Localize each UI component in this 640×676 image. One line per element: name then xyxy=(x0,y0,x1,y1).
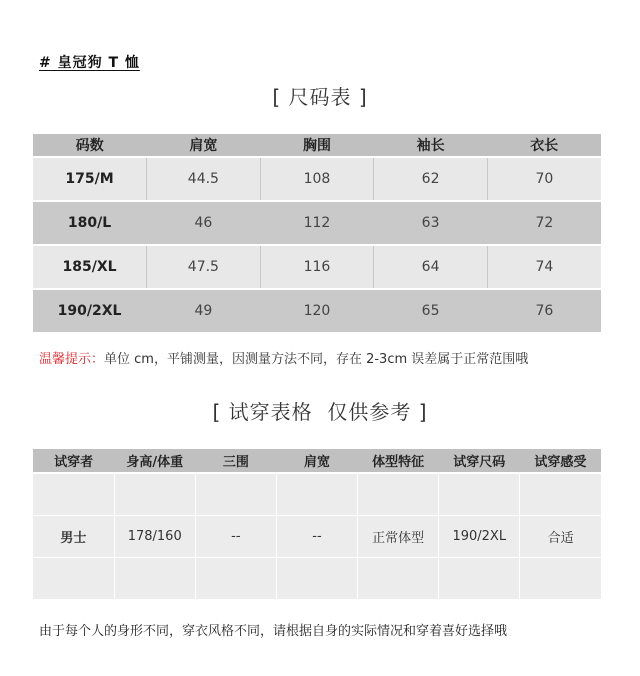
table-cell xyxy=(439,473,520,516)
bracket-right: ] xyxy=(411,400,428,424)
note-text: 单位 cm，平铺测量，因测量方法不同，存在 2-3cm 误差属于正常范围哦 xyxy=(104,352,529,367)
measurement-note xyxy=(39,348,528,367)
footer-note: 由于每个人的身形不同，穿衣风格不同，请根据自身的实际情况和穿着喜好选择哦 xyxy=(39,624,508,639)
header-shoulder: 肩宽 xyxy=(276,449,357,473)
table-cell: 175/M xyxy=(33,157,147,201)
header-sleeve: 袖长 xyxy=(374,134,488,157)
table-cell: 49 xyxy=(147,289,261,332)
table-cell xyxy=(276,558,357,600)
table-cell: 185/XL xyxy=(33,245,147,289)
table-cell xyxy=(276,473,357,516)
try-on-header-row xyxy=(33,449,601,473)
table-cell: 120 xyxy=(260,289,374,332)
bracket-right: ] xyxy=(351,85,368,109)
table-cell: 116 xyxy=(260,245,374,289)
size-chart-title-text: 尺码表 xyxy=(288,85,352,109)
table-row xyxy=(33,201,601,245)
table-cell: 65 xyxy=(374,289,488,332)
table-cell: 47.5 xyxy=(147,245,261,289)
header-body-type: 体型特征 xyxy=(358,449,439,473)
table-cell xyxy=(114,558,195,600)
brand-title: # 皇冠狗 T 恤 xyxy=(39,55,140,71)
table-cell xyxy=(358,473,439,516)
size-chart-title xyxy=(0,81,640,110)
header-feeling: 试穿感受 xyxy=(520,449,601,473)
table-row xyxy=(33,516,601,558)
table-cell: 63 xyxy=(374,201,488,245)
table-cell xyxy=(195,473,276,516)
header-chest: 胸围 xyxy=(260,134,374,157)
header-shoulder: 肩宽 xyxy=(147,134,261,157)
bracket-left: [ xyxy=(272,85,289,109)
table-cell: -- xyxy=(276,516,357,558)
table-row xyxy=(33,245,601,289)
table-cell xyxy=(33,473,114,516)
table-cell xyxy=(195,558,276,600)
header-measurements: 三围 xyxy=(195,449,276,473)
table-cell: 64 xyxy=(374,245,488,289)
table-cell: 180/L xyxy=(33,201,147,245)
bracket-left: [ xyxy=(212,400,229,424)
header-tester: 试穿者 xyxy=(33,449,114,473)
table-cell: 112 xyxy=(260,201,374,245)
table-cell: 44.5 xyxy=(147,157,261,201)
table-cell: 190/2XL xyxy=(33,289,147,332)
table-cell: 178/160 xyxy=(114,516,195,558)
table-cell xyxy=(33,558,114,600)
table-cell: 190/2XL xyxy=(439,516,520,558)
size-chart-table xyxy=(33,134,601,332)
try-on-title xyxy=(0,396,640,425)
table-cell: 70 xyxy=(487,157,601,201)
table-cell: 46 xyxy=(147,201,261,245)
table-cell xyxy=(358,558,439,600)
table-cell: 72 xyxy=(487,201,601,245)
try-on-table xyxy=(33,449,601,600)
table-row xyxy=(33,289,601,332)
size-chart-header-row xyxy=(33,134,601,157)
table-cell: 76 xyxy=(487,289,601,332)
table-cell: 正常体型 xyxy=(358,516,439,558)
table-cell: 74 xyxy=(487,245,601,289)
table-cell xyxy=(520,558,601,600)
header-height-weight: 身高/体重 xyxy=(114,449,195,473)
table-row xyxy=(33,157,601,201)
table-row xyxy=(33,473,601,516)
table-cell xyxy=(520,473,601,516)
try-on-title-text: 试穿表格 仅供参考 xyxy=(228,400,412,424)
table-cell xyxy=(439,558,520,600)
table-cell: -- xyxy=(195,516,276,558)
header-length: 衣长 xyxy=(487,134,601,157)
header-size: 码数 xyxy=(33,134,147,157)
table-cell xyxy=(114,473,195,516)
table-cell: 男士 xyxy=(33,516,114,558)
table-row xyxy=(33,558,601,600)
table-cell: 合适 xyxy=(520,516,601,558)
table-cell: 108 xyxy=(260,157,374,201)
note-label: 温馨提示： xyxy=(39,352,105,367)
table-cell: 62 xyxy=(374,157,488,201)
header-try-size: 试穿尺码 xyxy=(439,449,520,473)
